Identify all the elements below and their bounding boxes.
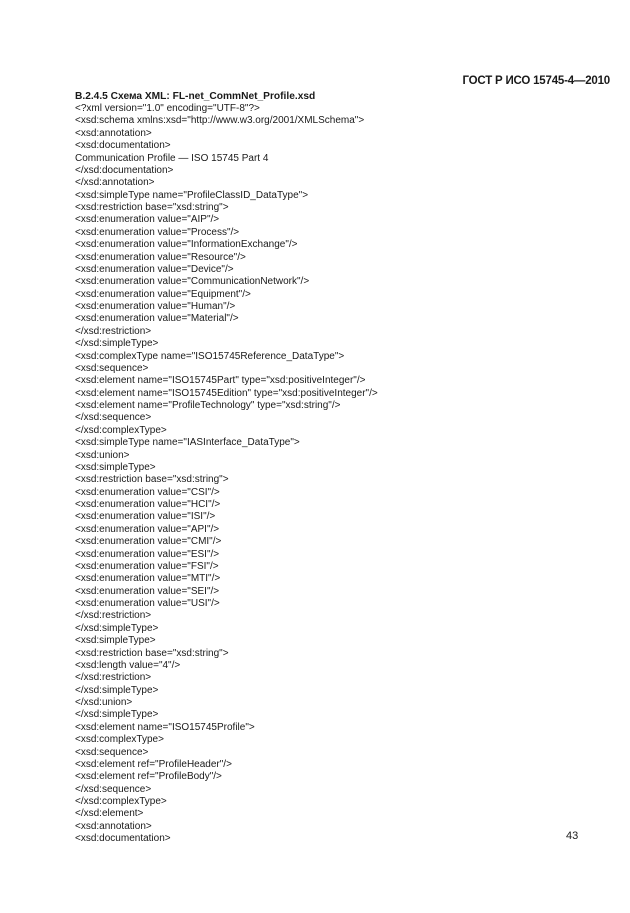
code-line: <xsd:annotation>	[75, 820, 152, 832]
code-line: <xsd:enumeration value="Human"/>	[75, 301, 236, 312]
code-line: </xsd:complexType>	[75, 424, 167, 436]
code-line: <xsd:simpleType>	[75, 635, 156, 647]
code-line: <xsd:union>	[75, 449, 130, 461]
code-line: <xsd:complexType>	[75, 734, 164, 746]
code-line: <xsd:enumeration value="Resource"/>	[75, 251, 246, 263]
code-line: </xsd:documentation>	[75, 164, 174, 176]
code-line: </xsd:sequence>	[75, 783, 152, 795]
code-line: <xsd:enumeration value="USI"/>	[75, 598, 220, 609]
code-line: <xsd:enumeration value="HCI"/>	[75, 499, 221, 510]
code-line: </xsd:annotation>	[75, 177, 155, 189]
code-line: </xsd:simpleType>	[75, 709, 159, 721]
code-line: <xsd:restriction base="xsd:string">	[75, 474, 229, 486]
code-line: <xsd:annotation>	[75, 127, 152, 139]
code-line: <xsd:enumeration value="API"/>	[75, 523, 220, 535]
code-line: <xsd:enumeration value="Device"/>	[75, 263, 234, 275]
xml-code-listing	[75, 103, 378, 846]
code-line: <xsd:simpleType name="IASInterface_DataType">	[75, 437, 300, 449]
code-line: <xsd:enumeration value="InformationExchange"/>	[75, 239, 298, 251]
code-line: <xsd:enumeration value="ESI"/>	[75, 548, 220, 560]
code-line: <xsd:enumeration value="AIP"/>	[75, 214, 220, 226]
code-line: <xsd:sequence>	[75, 362, 149, 374]
section-heading: B.2.4.5 Схема XML: FL-net_CommNet_Profile.xsd	[75, 91, 316, 102]
code-line: <xsd:element name="ISO15745Edition" type="xsd:positiveInteger"/>	[75, 387, 378, 399]
code-line: </xsd:simpleType>	[75, 622, 159, 634]
code-line: </xsd:simpleType>	[75, 338, 159, 350]
code-line: </xsd:simpleType>	[75, 684, 159, 696]
code-line: <xsd:enumeration value="Material"/>	[75, 313, 239, 325]
code-line: <xsd:schema xmlns:xsd="http://www.w3.org/2001/XMLSchema">	[75, 115, 365, 127]
code-line: </xsd:union>	[75, 697, 133, 708]
code-line: <xsd:element name="ISO15745Part" type="xsd:positiveInteger"/>	[75, 375, 366, 387]
code-line: <xsd:simpleType>	[75, 461, 156, 473]
code-line: <xsd:element name="ISO15745Profile">	[75, 721, 255, 733]
code-line: <xsd:element name="ProfileTechnology" type="xsd:string"/>	[75, 400, 341, 411]
code-line: <xsd:length value="4"/>	[75, 659, 181, 671]
code-line: <xsd:enumeration value="FSI"/>	[75, 560, 219, 572]
code-line: <xsd:documentation>	[75, 833, 171, 845]
code-line: <xsd:sequence>	[75, 746, 149, 758]
code-line: </xsd:complexType>	[75, 796, 167, 807]
code-line: </xsd:restriction>	[75, 610, 152, 622]
code-line: <xsd:restriction base="xsd:string">	[75, 647, 229, 659]
document-header: ГОСТ Р ИСО 15745-4—2010	[462, 75, 610, 87]
code-line: <xsd:enumeration value="MTI"/>	[75, 573, 221, 585]
code-line: <xsd:enumeration value="ISI"/>	[75, 511, 216, 523]
code-line: <xsd:simpleType name="ProfileClassID_DataType">	[75, 189, 309, 201]
code-line: <xsd:enumeration value="SEI"/>	[75, 585, 220, 597]
code-line: <xsd:complexType name="ISO15745Reference_DataType">	[75, 350, 345, 362]
code-line: </xsd:sequence>	[75, 412, 152, 424]
code-line: <?xml version="1.0" encoding="UTF-8"?>	[75, 103, 260, 114]
code-line: <xsd:enumeration value="CSI"/>	[75, 486, 220, 498]
code-line: Communication Profile — ISO 15745 Part 4	[75, 152, 269, 164]
code-line: <xsd:element ref="ProfileBody"/>	[75, 771, 222, 783]
code-line: <xsd:enumeration value="CMI"/>	[75, 536, 222, 548]
code-line: <xsd:restriction base="xsd:string">	[75, 202, 229, 213]
code-line: <xsd:element ref="ProfileHeader"/>	[75, 758, 232, 770]
code-line: <xsd:enumeration value="Process"/>	[75, 226, 240, 238]
page-number: 43	[566, 830, 579, 842]
code-line: </xsd:element>	[75, 808, 144, 820]
code-line: <xsd:enumeration value="CommunicationNetwork"/>	[75, 276, 310, 288]
code-line: </xsd:restriction>	[75, 325, 152, 337]
code-line: <xsd:enumeration value="Equipment"/>	[75, 288, 251, 300]
code-line: </xsd:restriction>	[75, 672, 152, 684]
code-line: <xsd:documentation>	[75, 140, 171, 152]
